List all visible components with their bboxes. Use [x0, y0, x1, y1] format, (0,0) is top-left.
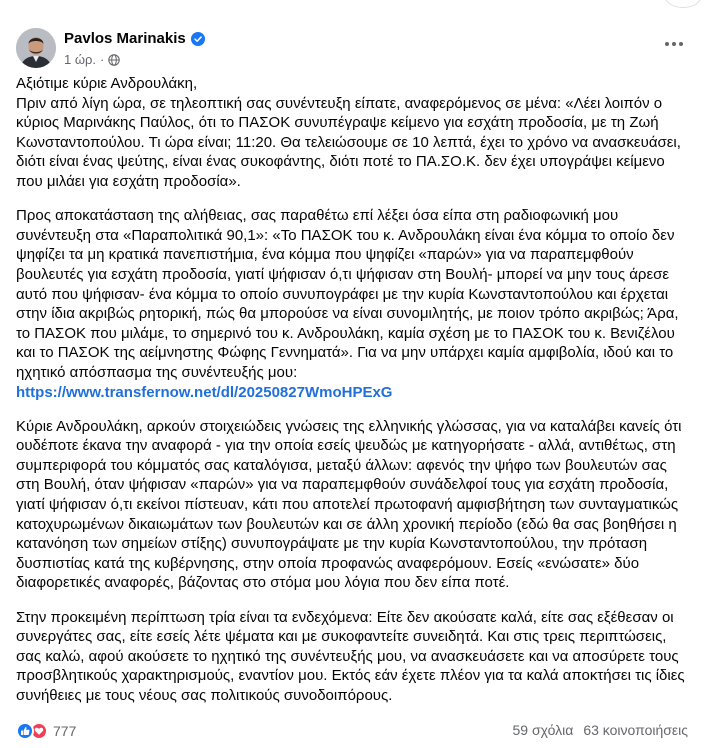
post-paragraph: Στην προκειμένη περίπτωση τρία είναι τα ενδεχόμενα: Είτε δεν ακούσατε καλά, είτε σας εξέθεσαν οι συνεργάτες σας, είτε εσείς λέτε ψέματα και με συκοφαντείτε συνειδητά. Και στις τρεις περιπτώσεις, σας καλώ, αφού ακούσετε το ηχητικό της συνέντευξής μου, να ανασκευάσετε και να αποσύρετε τους προσβλητικούς χαρακτηρισμούς, εναντίον μου. Εκτός εάν έχετε πλέον για τα καλά αποκτήσει τις ίδιες συνήθειες με τους νέους σας πολιτικούς συνοδοιπόρους. [16, 608, 685, 704]
like-reaction-icon [16, 722, 34, 740]
audio-link[interactable]: https://www.transfernow.net/dl/20250827WmoHPExG [16, 383, 393, 401]
post-meta [64, 52, 120, 67]
post-paragraph: Προς αποκατάσταση της αλήθειας, σας παραθέτω επί λέξει όσα είπα στη ραδιοφωνική μου συνέντευξη στα «Παραπολιτικά 90,1»: «Το ΠΑΣΟΚ του κ. Ανδρουλάκη είναι ένα κόμμα το οποίο δεν ψηφίζει τα μη κρατικά πανεπιστήμια, ένα κόμμα που ψηφίζει «παρών» για να παραπεμφθούν βουλευτές για εσχάτη προδοσία, γιατί ψήφισαν ό,τι ψήφισαν στη Βουλή- μπορεί να μην τους άρεσε αυτό που ψήφισαν- ένα κόμμα το οποίο συνυπογράφει με την κυρία Κωνσταντοπούλου και έρχεται στην ίδια ακριβώς ρητορική, πώς θα μπορούσε να είναι συνομιλητής, με ποιον τρόπο ακριβώς; Άρα, το ΠΑΣΟΚ που μιλάμε, το σημερινό του κ. Ανδρουλάκη, καμία σχέση με το ΠΑΣΟΚ του κ. Βενιζέλου και το ΠΑΣΟΚ της αείμνηστης Φώφης Γεννηματά». Για να μην υπάρχει καμία αμφιβολία, ιδού και το ηχητικό απόσπασμα της συνέντευξής μου: [16, 207, 679, 381]
comments-count[interactable]: 59 σχόλια [512, 722, 574, 738]
post-footer [16, 722, 688, 744]
avatar[interactable] [16, 28, 56, 68]
engagement-stats [513, 722, 688, 738]
meta-separator: · [100, 52, 105, 67]
author-name[interactable]: Pavlos Marinakis [64, 30, 186, 47]
reactions-count: 777 [53, 723, 77, 739]
author-line [64, 30, 205, 47]
more-options-icon[interactable] [660, 30, 688, 58]
post-paragraph-with-link [16, 206, 688, 402]
shares-count[interactable]: 63 κοινοποιήσεις [583, 722, 688, 738]
post-paragraph: Αξιότιμε κύριε Ανδρουλάκη, Πριν από λίγη ώρα, σε τηλεοπτική σας συνέντευξη είπατε, αναφερόμενος σε μένα: «Λέει λοιπόν ο κύριος Μαρινάκης Παύλος, ότι το ΠΑΣΟΚ συνυπέγραψε κείμενο για εσχάτη προδοσία, με τη Ζωή Κωνσταντοπούλου. Τι ώρα είναι; 11:20. Θα τελειώσουμε σε 10 λεπτά, έχει το χρόνο να ανασκευάσει, διότι είναι ένας ψεύτης, είναι ένας συκοφάντης, διότι ποτέ το ΠΑ.ΣΟ.Κ. δεν έχει υπογράψει κείμενο που μιλάει για εσχάτη προδοσία». [16, 75, 681, 190]
verified-badge-icon [191, 32, 205, 46]
post-paragraph: Κύριε Ανδρουλάκη, αρκούν στοιχειώδεις γνώσεις της ελληνικής γλώσσας, για να καταλάβει κανείς ότι ουδέποτε έκανα την αναφορά - για την οποία εσείς ψευδώς με κατηγορήσατε - αλλά, αντιθέτως, στη συμπεριφορά του κόμματός σας καταλόγισα, μεταξύ άλλων: αφενός την ψήφο των βουλευτών σας στη Βουλή, όταν ψήφισαν «παρών» για να παραπεμφθούν συνάδελφοί τους για εσχάτη προδοσία, γιατί ψήφισαν ό,τι εκείνοι πίστευαν, κάτι που αποτελεί πρωτοφανή αμφισβήτηση των συνταγματικώς κατοχυρωμένων δικαιωμάτων των βουλευτών και σε άλλη χρονική περίοδο (εδώ θα σας βοηθήσει η κατανόηση των σημείων στίξης) συνυπογράψατε με την κυρία Κωνσταντοπούλου, την πρόταση δυσπιστίας κατά της κυβέρνησης, στην οποία προφανώς αναφερόμουν. Εσείς «ενώσατε» δύο διαφορετικές αναφορές, βάζοντας στο στόμα μου λόγια που δεν είπα ποτέ. [16, 417, 682, 592]
top-edge-button[interactable] [665, 0, 701, 8]
post-time[interactable]: 1 ώρ. [64, 52, 96, 67]
reactions-summary[interactable] [16, 722, 76, 740]
post-header [16, 26, 688, 70]
globe-icon [108, 54, 120, 66]
post-body [16, 74, 688, 720]
